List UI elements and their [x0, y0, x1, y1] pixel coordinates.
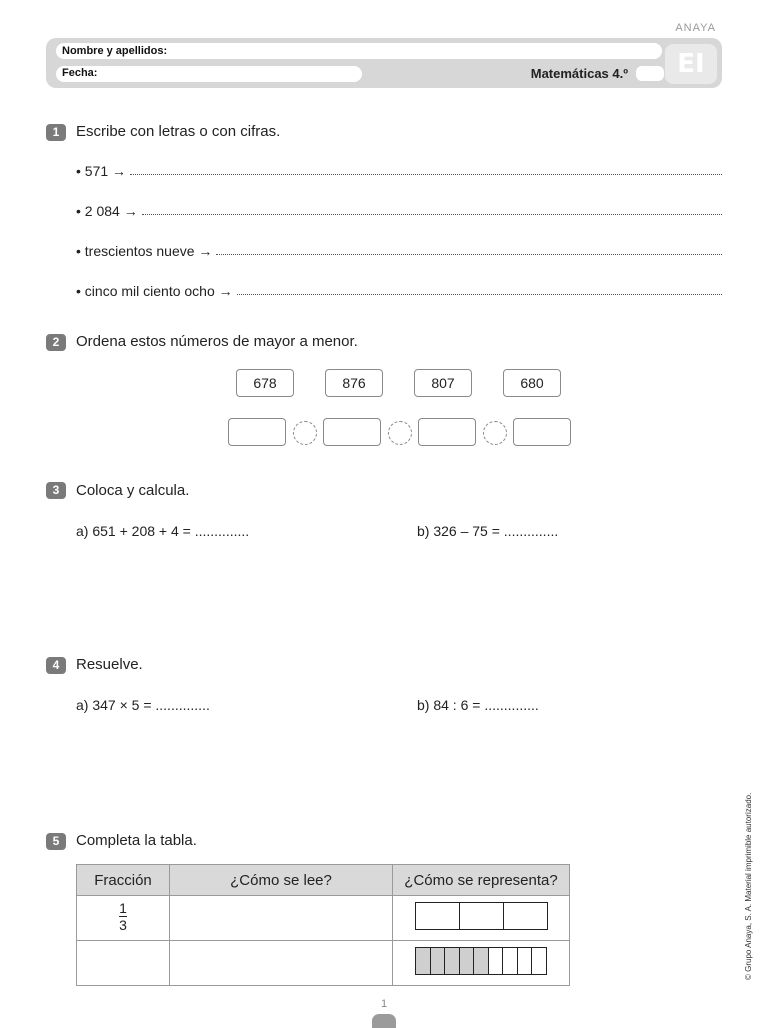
q1-item-3 [76, 243, 722, 259]
q1-item-2-label: • 2 084 → [76, 203, 138, 219]
name-label: Nombre y apellidos: [62, 45, 168, 57]
fraction-bar-ninths [415, 947, 547, 975]
question-2-text: Ordena estos números de mayor a menor. [76, 333, 358, 350]
answer-line[interactable] [216, 253, 722, 255]
bar-segment[interactable] [460, 903, 504, 929]
fraction-bar-thirds[interactable] [415, 902, 548, 930]
q1-item-4 [76, 283, 722, 299]
table-row [77, 941, 570, 986]
fraction-cell [77, 896, 170, 941]
answer-line[interactable] [237, 293, 722, 295]
page-number: 1 [380, 998, 388, 1010]
answer-box-2[interactable] [323, 418, 381, 446]
header-como-se-lee: ¿Cómo se lee? [170, 865, 393, 896]
q3-expression-a: a) 651 + 208 + 4 = .............. [76, 523, 250, 539]
question-5-number: 5 [46, 833, 66, 850]
answer-box-1[interactable] [228, 418, 286, 446]
date-field[interactable] [56, 66, 362, 82]
question-4-number: 4 [46, 657, 66, 674]
copyright-note: © Grupo Anaya, S. A. Material imprimible autorizado. [744, 792, 753, 980]
question-3-number: 3 [46, 482, 66, 499]
answer-line[interactable] [142, 213, 722, 215]
representation-cell [393, 941, 570, 986]
q4-expression-b: b) 84 : 6 = .............. [417, 697, 539, 713]
page-tab [372, 1014, 396, 1028]
fraction-denominator: 3 [119, 917, 127, 933]
ei-badge: EI [665, 44, 717, 84]
number-box: 680 [503, 369, 561, 397]
header-fraccion: Fracción [77, 865, 170, 896]
bar-segment[interactable] [416, 903, 460, 929]
brand-logo: ANAYA [675, 22, 716, 34]
reading-cell[interactable] [170, 941, 393, 986]
q4-expression-a: a) 347 × 5 = .............. [76, 697, 210, 713]
question-5-text: Completa la tabla. [76, 832, 197, 849]
number-box: 807 [414, 369, 472, 397]
fraction-cell[interactable] [77, 941, 170, 986]
table-row [77, 896, 570, 941]
bar-segment-shaded [445, 948, 460, 974]
subject-pill [636, 66, 664, 81]
representation-cell [393, 896, 570, 941]
bar-segment [503, 948, 518, 974]
bar-segment-shaded [416, 948, 431, 974]
sign-circle-2[interactable] [388, 421, 412, 445]
question-4-text: Resuelve. [76, 656, 143, 673]
q1-item-1-label: • 571 → [76, 163, 127, 179]
bar-segment [532, 948, 546, 974]
number-box: 876 [325, 369, 383, 397]
answer-box-4[interactable] [513, 418, 571, 446]
header-como-se-representa: ¿Cómo se representa? [393, 865, 570, 896]
bar-segment-shaded [431, 948, 446, 974]
answer-line[interactable] [130, 173, 722, 175]
subject-title: Matemáticas 4.º [530, 66, 628, 81]
bar-segment [518, 948, 533, 974]
fraction-table [76, 864, 570, 986]
number-box: 678 [236, 369, 294, 397]
question-3-text: Coloca y calcula. [76, 482, 190, 499]
question-1-text: Escribe con letras o con cifras. [76, 123, 281, 140]
bar-segment [489, 948, 504, 974]
q1-item-4-label: • cinco mil ciento ocho → [76, 283, 233, 299]
sign-circle-1[interactable] [293, 421, 317, 445]
q1-item-3-label: • trescientos nueve → [76, 243, 213, 259]
question-1-number: 1 [46, 124, 66, 141]
bar-segment-shaded [474, 948, 489, 974]
bar-segment-shaded [460, 948, 475, 974]
reading-cell[interactable] [170, 896, 393, 941]
fraction-one-third [119, 901, 127, 933]
sign-circle-3[interactable] [483, 421, 507, 445]
fraction-numerator: 1 [119, 900, 127, 916]
date-label: Fecha: [62, 67, 98, 79]
bar-segment[interactable] [504, 903, 547, 929]
question-2-number: 2 [46, 334, 66, 351]
answer-box-3[interactable] [418, 418, 476, 446]
q1-item-2 [76, 203, 722, 219]
q1-item-1 [76, 163, 722, 179]
q3-expression-b: b) 326 – 75 = .............. [417, 523, 559, 539]
